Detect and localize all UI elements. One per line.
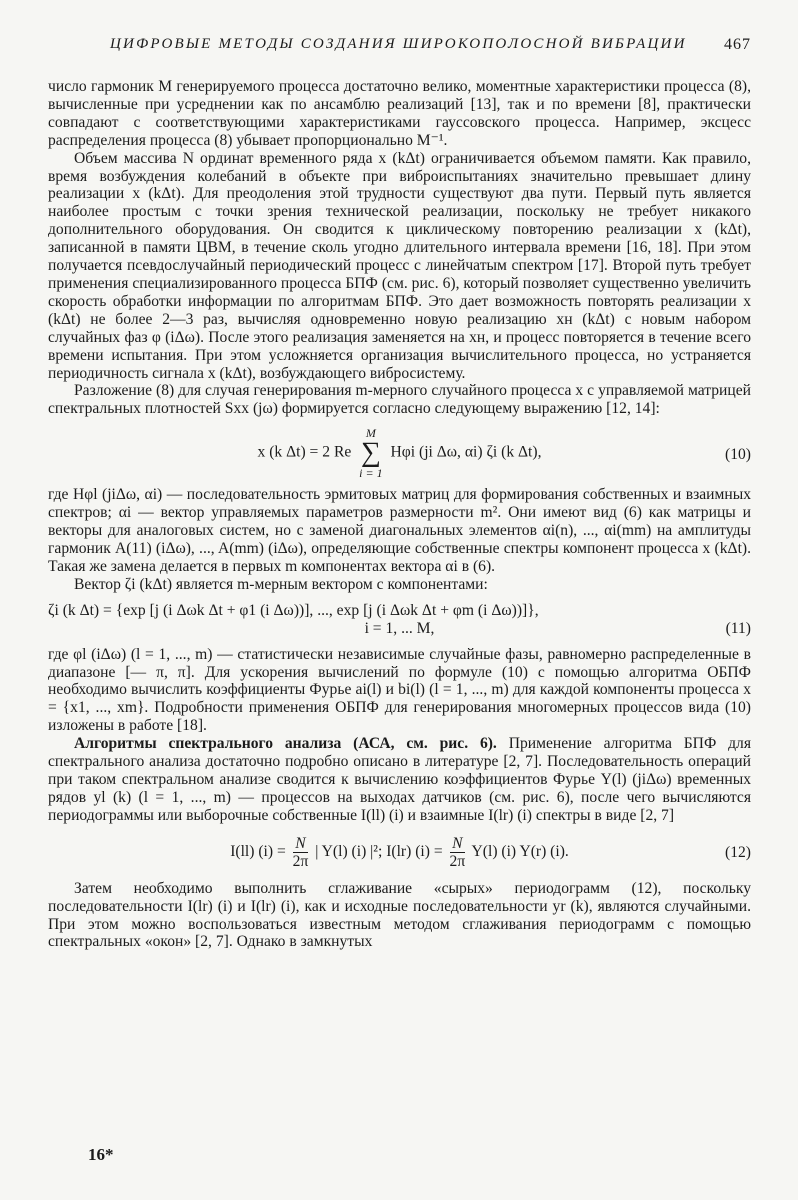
page bbox=[48, 36, 751, 951]
paragraph-7-text: Применение алгоритма БПФ для спектрального анализа достаточно подробно описано в литературе [2, 7]. Последовательность операций при таком спектральном анализе сводится к вычислению коэффициентов Фурье Y(l) (jiΔω) временных рядов yl (k) (l = 1, ..., m) — процессов на выходах датчиков (см. рис. 6), после чего вычисляются периодограммы или выборочные собственные I(ll) (i) и взаимные I(lr) (i) спектры в виде [2, 7] bbox=[48, 735, 751, 824]
body-text bbox=[48, 78, 751, 951]
frac-numerator: N bbox=[293, 835, 309, 853]
eq11-line1: ζi (k Δt) = {exp [j (i Δωk Δt + φ1 (i Δω))], ..., exp [j (i Δωk Δt + φm (i Δω))]}, bbox=[48, 601, 539, 619]
eq12-part2: | Y(l) (i) |²; I(lr) (i) = bbox=[315, 842, 443, 860]
paragraph-6: где φl (iΔω) (l = 1, ..., m) — статистически независимые случайные фазы, равномерно распределенные в диапазоне [— π, π]. Для ускорения вычислений по формуле (10) с помощью алгоритма ОБПФ необходимо вычислить коэффициенты Фурье ai(l) и bi(l) (l = 1, ..., m) для каждой компоненты процесса x = {x1, ..., xm}. Подробности применения ОБПФ для генерирования многомерных процессов вида (10) изложены в работе [18]. bbox=[48, 645, 751, 735]
sum-upper-limit: M bbox=[365, 426, 376, 441]
paragraph-3: Разложение (8) для случая генерирования m-мерного случайного процесса x с управляемой матрицей спектральных плотностей Sxx (jω) формируется согласно следующему выражению [12, 14]: bbox=[48, 382, 751, 418]
paragraph-4: где Hφl (jiΔω, αi) — последовательность эрмитовых матриц для формирования собственных и взаимных спектров; αi — вектор управляемых параметров размерности m². Они имеют вид (6) как матрицы и векторы для аналоговых систем, но с заменой диагональных элементов αi(n), ..., αi(mm) на амплитуды гармоник A(11) (iΔω), ..., A(mm) (iΔω), определяющие собственные спектры компонент процесса x (kΔt). Такая же замена делается в первых m компонентах вектора αi в (6). bbox=[48, 486, 751, 575]
eq10-rhs: Hφi (ji Δω, αi) ζi (k Δt), bbox=[390, 443, 542, 461]
running-header bbox=[48, 36, 751, 64]
paragraph-7 bbox=[48, 735, 751, 825]
equation-12 bbox=[48, 835, 751, 870]
eq11-number: (11) bbox=[725, 619, 751, 637]
equation-10 bbox=[48, 426, 751, 480]
paragraph-2: Объем массива N ординат временного ряда x (kΔt) ограничивается объемом памяти. Как правило, время возбуждения колебаний в объекте при виброиспытаниях значительно превышает длину реализации x (kΔt). Для преодоления этой трудности существуют два пути. Первый путь является наиболее простым с точки зрения технической реализации, поскольку не требует никакого дополнительного оборудования. Он сводится к циклическому повторению реализации x (kΔt), записанной в памяти ЦВМ, в течение сколь угодно длительного интервала времени [16, 18]. При этом получается псевдослучайный периодический процесс с линейчатым спектром [17]. Второй путь требует применения специализированного процесса БПФ (см. рис. 6), который позволяет существенно увеличить скорость обработки информации по алгоритмам БПФ. Это дает возможность повторять реализации x (kΔt) не более 2—3 раз, вычисляя одновременно новую реализацию xн (kΔt) с новым набором случайных фаз φ (iΔω). После этого реализация заменяется на xн, и процесс повторяется в течение всего времени испытания. При этом усложняется организация вычислительного процесса, но устраняется периодичность сигнала x (kΔt), возбуждающего вибросистему. bbox=[48, 149, 751, 382]
sum-symbol: M ∑ i = 1 bbox=[359, 426, 383, 481]
eq10-lhs: x (k Δt) = 2 Re bbox=[257, 443, 352, 461]
fraction-n-over-2pi bbox=[293, 835, 309, 870]
signature-mark: 16* bbox=[88, 1145, 114, 1164]
eq10-number: (10) bbox=[725, 446, 751, 464]
section-heading-asa: Алгоритмы спектрального анализа (АСА, см. рис. 6). bbox=[74, 735, 497, 753]
paragraph-5: Вектор ζi (kΔt) является m-мерным вектором с компонентами: bbox=[74, 575, 488, 593]
page-number: 467 bbox=[724, 36, 751, 53]
header-title: ЦИФРОВЫЕ МЕТОДЫ СОЗДАНИЯ ШИРОКОПОЛОСНОЙ ВИБРАЦИИ bbox=[110, 36, 687, 52]
eq11-line2: i = 1, ... M, bbox=[364, 619, 435, 637]
equation-11 bbox=[48, 602, 751, 638]
fraction-n-over-2pi-second: $\frac{N}{2\pi}$ bbox=[449, 834, 466, 870]
paragraph-8: Затем необходимо выполнить сглаживание «сырых» периодограмм (12), поскольку последовательности I(lr) (i) и I(lr) (i), как и исходные последовательности yr (k), являются случайными. При этом можно воспользоваться известным методом сглаживания периодограмм с помощью спектральных «окон» [2, 7]. Однако в замкнутых bbox=[48, 879, 751, 951]
eq12-part3: Y(l) (i) Y(r) (i). bbox=[471, 842, 569, 860]
frac-denominator: 2π bbox=[292, 852, 309, 870]
paragraph-1: число гармоник M генерируемого процесса достаточно велико, моментные характеристики процесса (8), вычисленные при усреднении как по ансамблю реализаций [13], так и по времени [8], практически совпадают с соответствующими характеристиками гауссовского процесса. Например, эксцесс распределения процесса (8) убывает пропорционально M⁻¹. bbox=[48, 78, 751, 149]
eq12-number: (12) bbox=[725, 843, 751, 861]
sum-lower-limit: i = 1 bbox=[359, 466, 383, 481]
eq12-part1: I(ll) (i) = bbox=[230, 842, 286, 860]
